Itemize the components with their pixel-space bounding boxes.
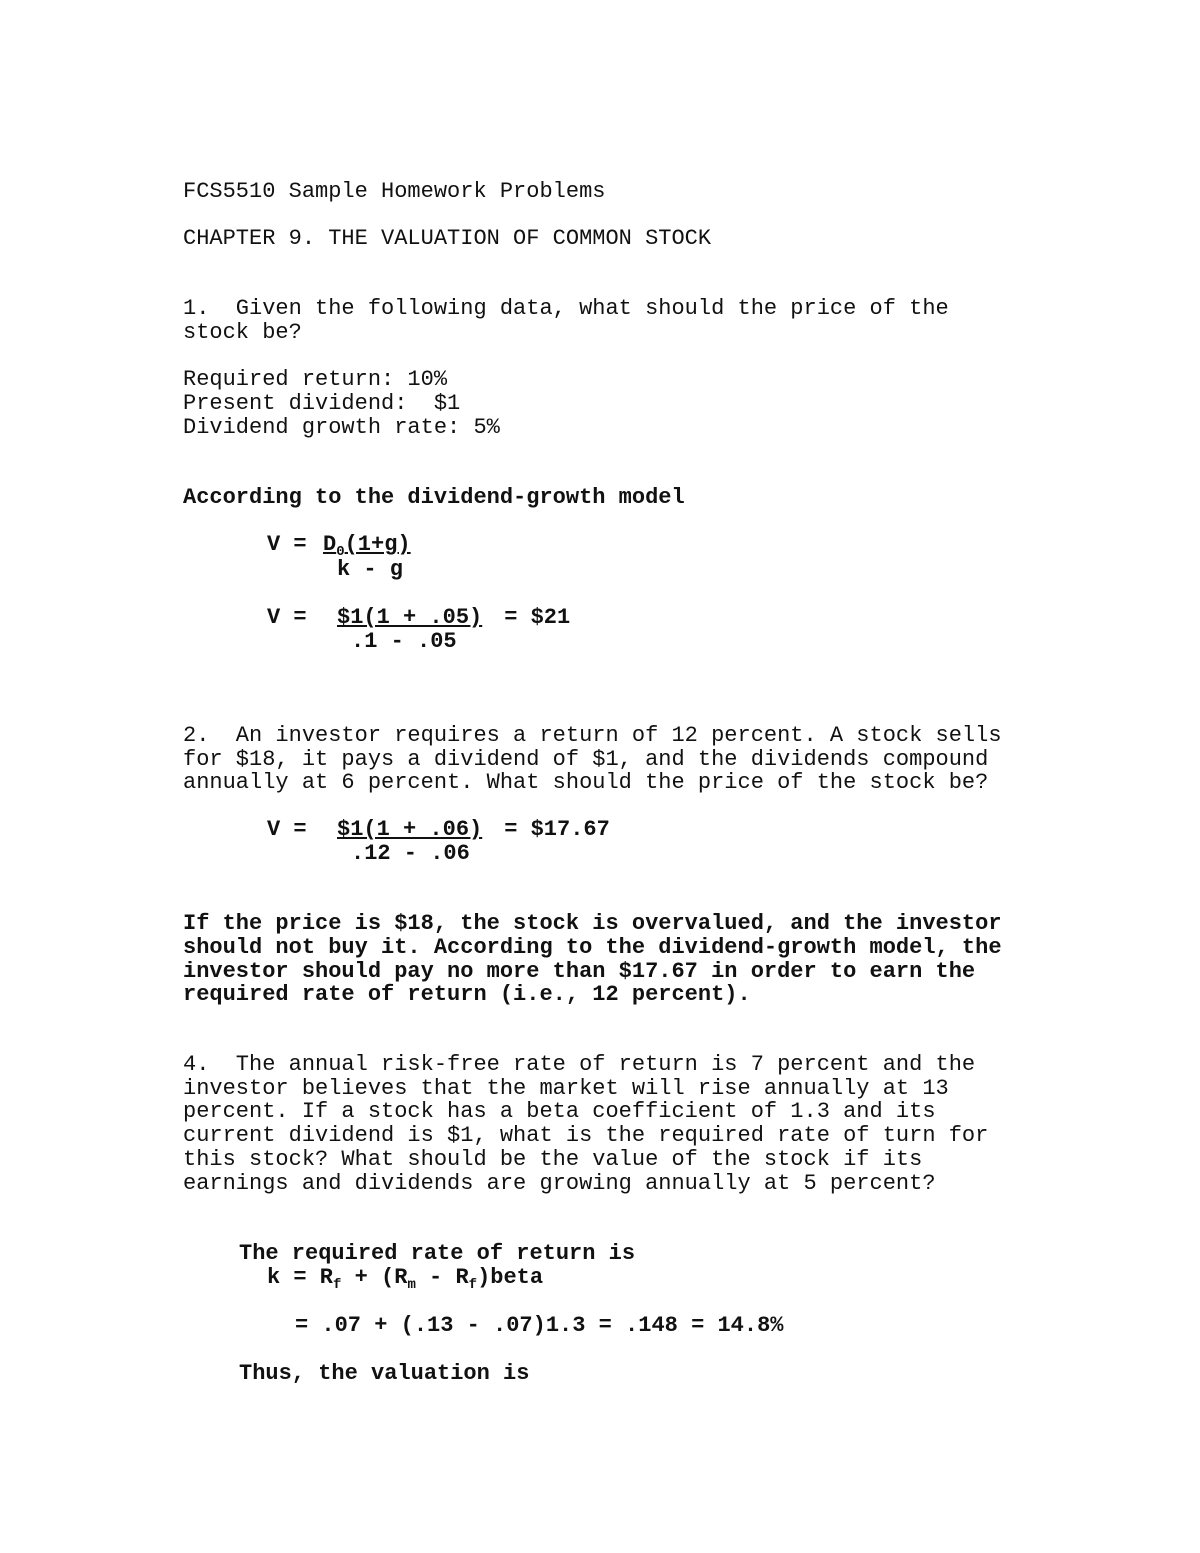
problem-4-question-line: investor believes that the market will rise annually at 13 [183,1076,949,1101]
problem-4-question-line: 4. The annual risk-free rate of return is 7 percent and the [183,1052,976,1077]
problem-1-question-line: 1. Given the following data, what should the price of the [183,296,949,321]
answer-heading: According to the dividend-growth model [183,485,685,510]
capm-lhs: k = R [267,1265,334,1290]
calc-result: = $21 [491,605,571,630]
capm-mid: + (R [341,1265,408,1290]
conclusion-line: required rate of return (i.e., 12 percent). [183,982,751,1007]
conclusion-line: should not buy it. According to the dividend-growth model, the [183,935,1002,960]
calc-lhs: V = [267,817,334,842]
calc-numerator: $1(1 + .06) [337,817,483,842]
formula-lhs: V = [267,532,320,557]
problem-4-question-line: earnings and dividends are growing annually at 5 percent? [183,1171,936,1196]
calc-denominator: .12 - .06 [351,841,470,866]
given-data-line: Dividend growth rate: 5% [183,415,500,440]
problem-2-question-line: annually at 6 percent. What should the price of the stock be? [183,770,989,795]
answer-heading: The required rate of return is [239,1241,636,1266]
chapter-title: CHAPTER 9. THE VALUATION OF COMMON STOCK [183,226,712,251]
capm-tail: )beta [477,1265,544,1290]
conclusion-line: If the price is $18, the stock is overvalued, and the investor [183,911,1002,936]
given-data-line: Present dividend: $1 [183,391,461,416]
capm-minus: - R [415,1265,469,1290]
problem-1-question-line: stock be? [183,320,302,345]
conclusion-line: investor should pay no more than $17.67 in order to earn the [183,959,976,984]
capm-calculation: = .07 + (.13 - .07)1.3 = .148 = 14.8% [295,1313,784,1338]
given-data-line: Required return: 10% [183,367,448,392]
formula-d: D [323,532,337,557]
problem-2-question-line: 2. An investor requires a return of 12 percent. A stock sells [183,723,1002,748]
subscript-f: f [333,1277,342,1293]
calc-numerator: $1(1 + .05) [337,605,483,630]
subscript-m: m [407,1277,416,1293]
calc-denominator: .1 - .05 [351,629,457,654]
problem-4-question-line: percent. If a stock has a beta coefficient of 1.3 and its [183,1099,936,1124]
formula-growth-term: (1+g) [344,532,411,557]
course-title: FCS5510 Sample Homework Problems [183,179,606,204]
formula-denominator: k - g [337,557,404,582]
problem-4-question-line: current dividend is $1, what is the required rate of turn for [183,1123,989,1148]
formula-subscript-zero: 0 [336,544,345,560]
formula-numerator [323,532,411,560]
valuation-intro: Thus, the valuation is [239,1361,530,1386]
subscript-f: f [468,1277,478,1293]
capm-formula [267,1265,544,1293]
problem-4-question-line: this stock? What should be the value of the stock if its [183,1147,923,1172]
calc-result: = $17.67 [491,817,610,842]
calc-lhs: V = [267,605,334,630]
problem-2-question-line: for $18, it pays a dividend of $1, and the dividends compound [183,747,989,772]
